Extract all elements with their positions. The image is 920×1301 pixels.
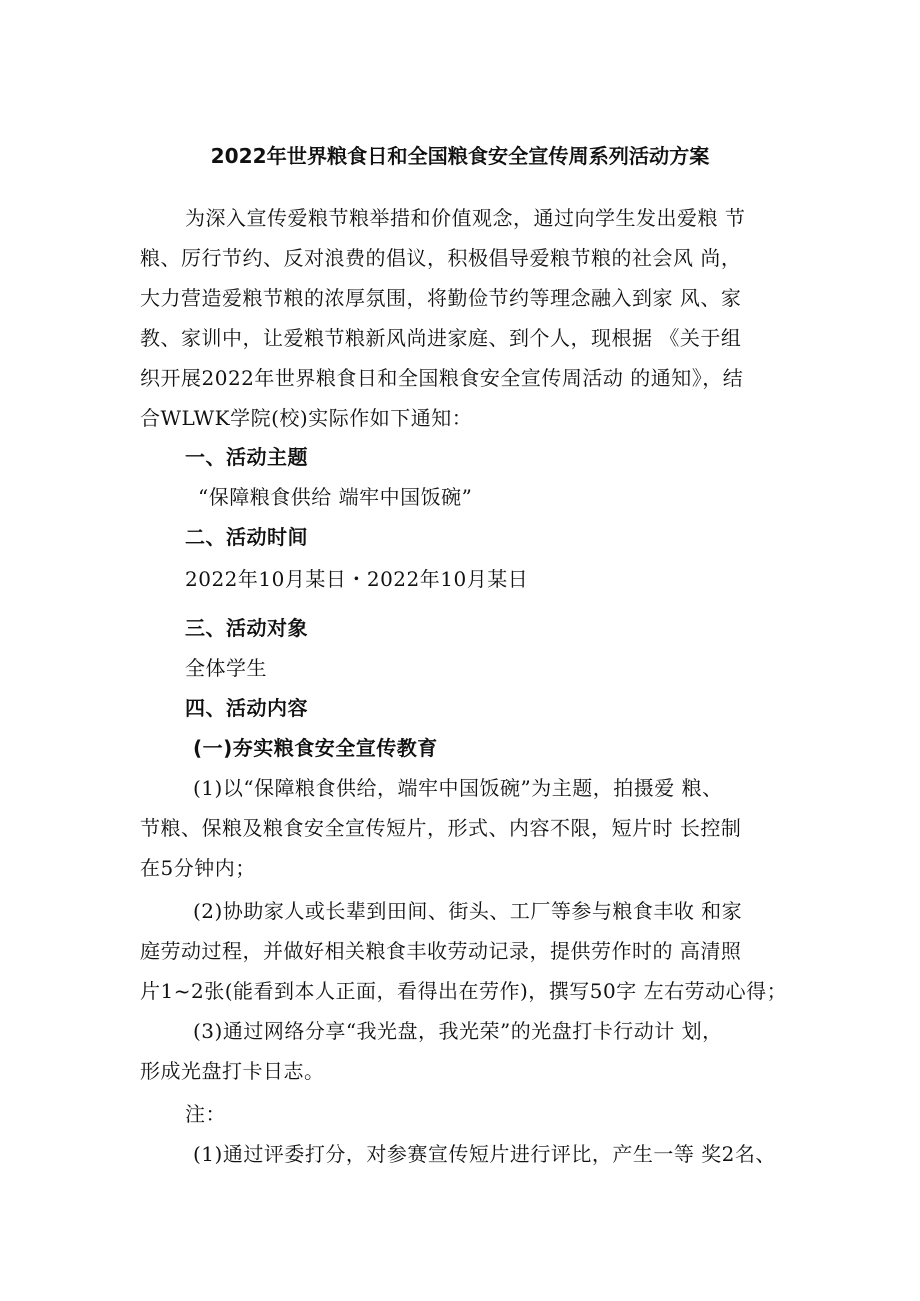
item2-line-3: 片1~2张(能看到本人正面，看得出在劳作)，撰写50字 左右劳动心得； (140, 979, 788, 1003)
section1-content: “保障粮食供给 端牢中国饭碗” (198, 485, 473, 509)
note-item1: (1)通过评委打分，对参赛宣传短片进行评比，产生一等 奖2名、 (193, 1142, 776, 1166)
document-title: 2022年世界粮食日和全国粮食安全宣传周系列活动方案 (210, 144, 710, 168)
section4-heading: 四、活动内容 (185, 696, 308, 720)
intro-line-4: 教、家训中，让爱粮节粮新风尚进家庭、到个人，现根据 《关于组 (140, 326, 742, 350)
section3-content: 全体学生 (185, 656, 267, 680)
item3-line-1: (3)通过网络分享“我光盘，我光荣”的光盘打卡行动计 划， (193, 1019, 723, 1043)
section4-subheading: (一)夯实粮食安全宣传教育 (193, 736, 438, 760)
section2-content: 2022年10月某日・2022年10月某日 (185, 567, 529, 591)
item1-line-3: 在5分钟内； (140, 856, 256, 880)
intro-line-1: 为深入宣传爱粮节粮举措和价值观念，通过向学生发出爱粮 节 (185, 206, 746, 230)
intro-line-6: 合WLWK学院(校)实际作如下通知： (140, 406, 473, 430)
intro-line-3: 大力营造爱粮节粮的浓厚氛围，将勤俭节约等理念融入到家 风、家 (140, 286, 742, 310)
item1-line-1: (1)以“保障粮食供给，端牢中国饭碗”为主题，拍摄爱 粮、 (193, 776, 723, 800)
note-label: 注： (185, 1102, 226, 1126)
intro-line-2: 粮、厉行节约、反对浪费的倡议，积极倡导爱粮节粮的社会风 尚， (140, 246, 742, 270)
intro-line-5: 织开展2022年世界粮食日和全国粮食安全宣传周活动 的通知》，结 (140, 366, 744, 390)
section3-heading: 三、活动对象 (185, 616, 308, 640)
item2-line-2: 庭劳动过程，并做好相关粮食丰收劳动记录，提供劳作时的 高清照 (140, 939, 742, 963)
section2-heading: 二、活动时间 (185, 525, 308, 549)
item2-line-1: (2)协助家人或长辈到田间、街头、工厂等参与粮食丰收 和家 (193, 899, 743, 923)
item1-line-2: 节粮、保粮及粮食安全宣传短片，形式、内容不限，短片时 长控制 (140, 816, 742, 840)
section1-heading: 一、活动主题 (185, 445, 308, 469)
item3-line-2: 形成光盘打卡日志。 (140, 1059, 325, 1083)
